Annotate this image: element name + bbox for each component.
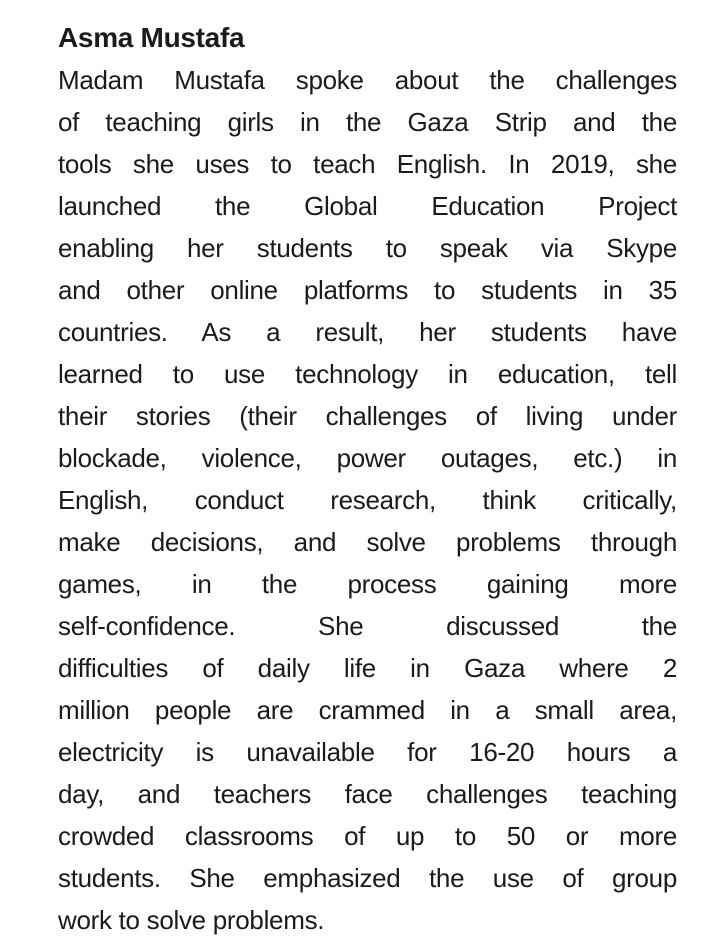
text-line: learned to use technology in education, tell	[58, 359, 677, 389]
text-line: make decisions, and solve problems through	[58, 527, 677, 557]
text-line: English, conduct research, think critically,	[58, 485, 677, 515]
text-line: their stories (their challenges of living under	[58, 401, 677, 431]
text-line: crowded classrooms of up to 50 or more	[58, 821, 677, 851]
text-line: blockade, violence, power outages, etc.) in	[58, 443, 677, 473]
text-line: electricity is unavailable for 16-20 hours a	[58, 737, 677, 767]
text-line: million people are crammed in a small area,	[58, 695, 677, 725]
text-line: enabling her students to speak via Skype	[58, 233, 677, 263]
text-line: of teaching girls in the Gaza Strip and the	[58, 107, 677, 137]
text-line: self-confidence. She discussed the	[58, 611, 677, 641]
text-line: games, in the process gaining more	[58, 569, 677, 599]
text-line: work to solve problems.	[58, 905, 325, 935]
text-line: difficulties of daily life in Gaza where 2	[58, 653, 677, 683]
text-line: students. She emphasized the use of group	[58, 863, 677, 893]
text-line: countries. As a result, her students have	[58, 317, 677, 347]
text-line: tools she uses to teach English. In 2019, she	[58, 149, 677, 179]
text-line: and other online platforms to students in 35	[58, 275, 677, 305]
article-heading: Asma Mustafa	[58, 22, 245, 53]
text-line: day, and teachers face challenges teaching	[58, 779, 677, 809]
text-line: Madam Mustafa spoke about the challenges	[58, 65, 677, 95]
text-line: launched the Global Education Project	[58, 191, 677, 221]
